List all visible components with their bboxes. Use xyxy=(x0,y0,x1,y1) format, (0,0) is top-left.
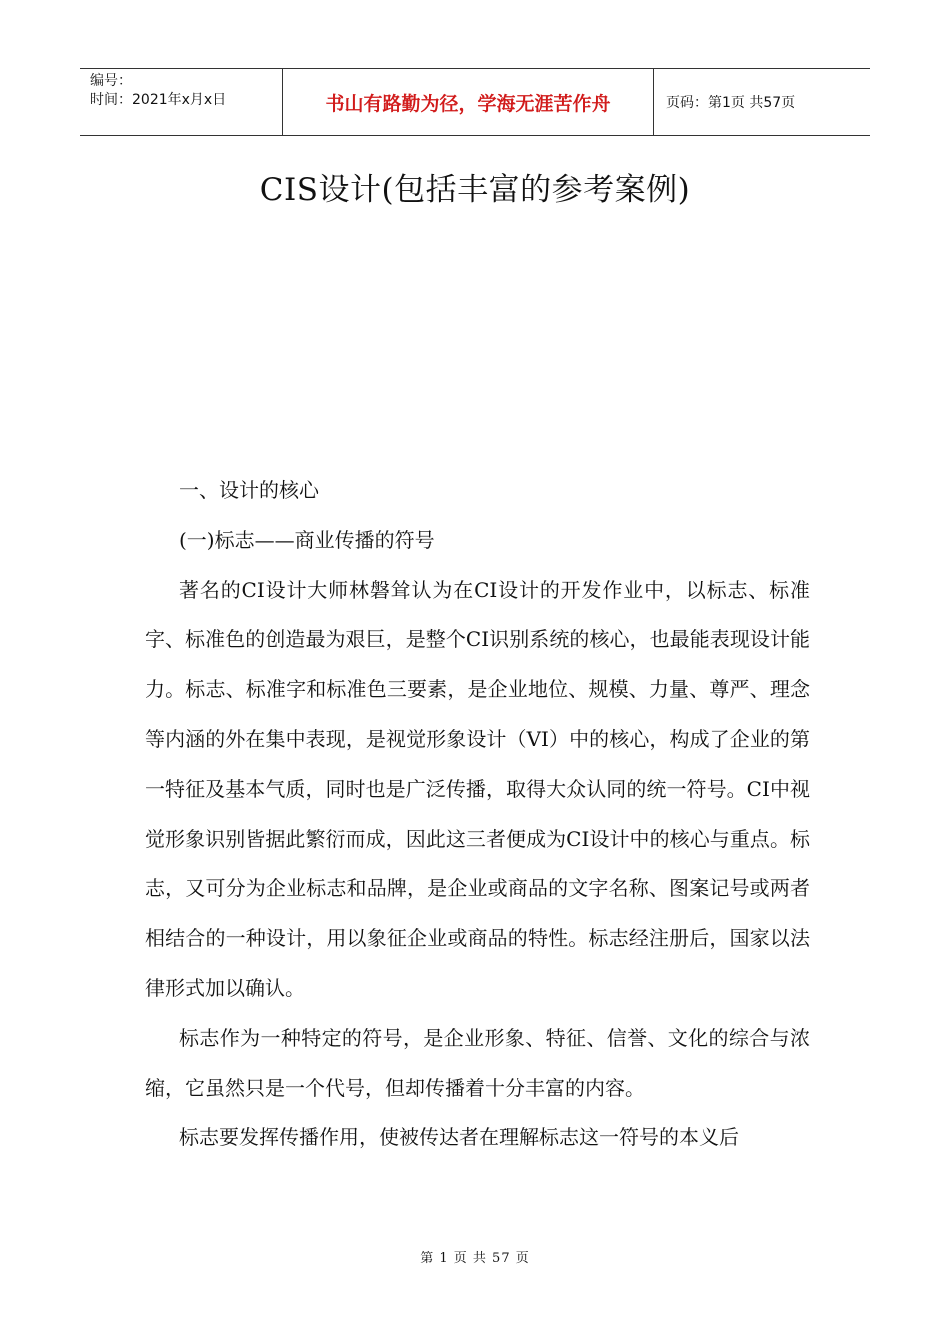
paragraph: 标志要发挥传播作用，使被传达者在理解标志这一符号的本义后 xyxy=(179,1125,739,1150)
section-heading: 一、设计的核心 xyxy=(179,478,319,502)
page-footer: 第 1 页 共 57 页 xyxy=(420,1251,530,1266)
document-body xyxy=(145,466,810,1163)
header-table xyxy=(80,68,870,136)
time-label: 时间：2021年x月x日 xyxy=(90,92,227,108)
header-page-cell xyxy=(654,69,870,135)
paragraph: 标志作为一种特定的符号，是企业形象、特征、信誉、文化的综合与浓缩，它虽然只是一个代号，但却传播着十分丰富的内容。 xyxy=(145,1025,810,1100)
header-motto-cell xyxy=(282,69,654,135)
number-label: 编号： xyxy=(90,73,132,89)
header-meta-cell xyxy=(80,69,282,135)
document-title: CIS设计(包括丰富的参考案例) xyxy=(259,172,691,208)
paragraph: 著名的CI设计大师林磐耸认为在CI设计的开发作业中，以标志、标准字、标准色的创造最为艰巨，是整个CI识别系统的核心，也最能表现设计能力。标志、标准字和标准色三要素，是企业地位、规模、力量、尊严、理念等内涵的外在集中表现，是视觉形象设计（VI）中的核心，构成了企业的第一特征及基本气质，同时也是广泛传播，取得大众认同的统一符号。CI中视觉形象识别皆据此繁衍而成，因此这三者便成为CI设计中的核心与重点。标志，又可分为企业标志和品牌，是企业或商品的文字名称、图案记号或两者相结合的一种设计，用以象征企业或商品的特性。标志经注册后，国家以法律形式加以确认。 xyxy=(145,577,810,1000)
subsection-heading: (一)标志——商业传播的符号 xyxy=(179,527,435,552)
page-info: 页码：第1页 共57页 xyxy=(666,95,796,111)
motto-text: 书山有路勤为径，学海无涯苦作舟 xyxy=(325,92,611,115)
